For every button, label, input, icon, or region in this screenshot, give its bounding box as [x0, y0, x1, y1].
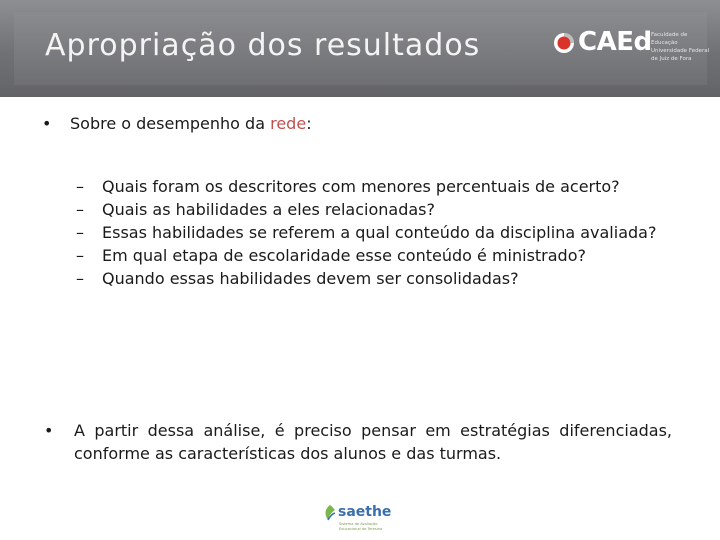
bullet-marker: • — [44, 421, 54, 440]
bullet-text: A partir dessa análise, é preciso pensar em estratégias diferenciadas, conforme as características dos alunos e das turmas. — [74, 421, 672, 463]
sub-bullet-text: Quando essas habilidades devem ser consolidadas? — [102, 269, 519, 288]
sub-bullet-list — [76, 175, 672, 290]
saethe-logo-subtitle: Sistema de Avaliação Educacional de Teresina — [339, 522, 383, 531]
dash-marker: – — [76, 200, 84, 219]
sub-bullet-item — [76, 198, 672, 221]
bullet-suffix: : — [306, 114, 312, 133]
bullet-text — [70, 112, 312, 135]
highlight-word: rede — [270, 114, 307, 133]
slide-title: Apropriação dos resultados — [45, 28, 481, 63]
sub-bullet-text: Quais foram os descritores com menores percentuais de acerto? — [102, 177, 620, 196]
saethe-leaf-icon — [323, 504, 337, 522]
bullet-prefix: Sobre o desempenho da — [70, 114, 271, 133]
dash-marker: – — [76, 223, 84, 242]
sub-bullet-text: Quais as habilidades a eles relacionadas? — [102, 200, 435, 219]
sub-bullet-item — [76, 267, 672, 290]
saethe-logo-text: saethe — [338, 504, 392, 520]
bullet-item-analysis — [44, 419, 672, 465]
sub-bullet-item — [76, 221, 672, 244]
sub-bullet-text: Em qual etapa de escolaridade esse conteúdo é ministrado? — [102, 246, 586, 265]
dash-marker: – — [76, 246, 84, 265]
dash-marker: – — [76, 177, 84, 196]
sub-bullet-item — [76, 244, 672, 267]
bullet-marker: • — [42, 114, 52, 133]
dash-marker: – — [76, 269, 84, 288]
saethe-logo — [323, 502, 391, 536]
sub-bullet-item — [76, 175, 672, 198]
caed-logo-text: CAEd — [578, 27, 652, 57]
caed-logo-subtitle: Faculdade de Educação Universidade Federal de Juiz de Fora — [651, 32, 710, 62]
sub-bullet-text: Essas habilidades se referem a qual conteúdo da disciplina avaliada? — [102, 223, 657, 242]
